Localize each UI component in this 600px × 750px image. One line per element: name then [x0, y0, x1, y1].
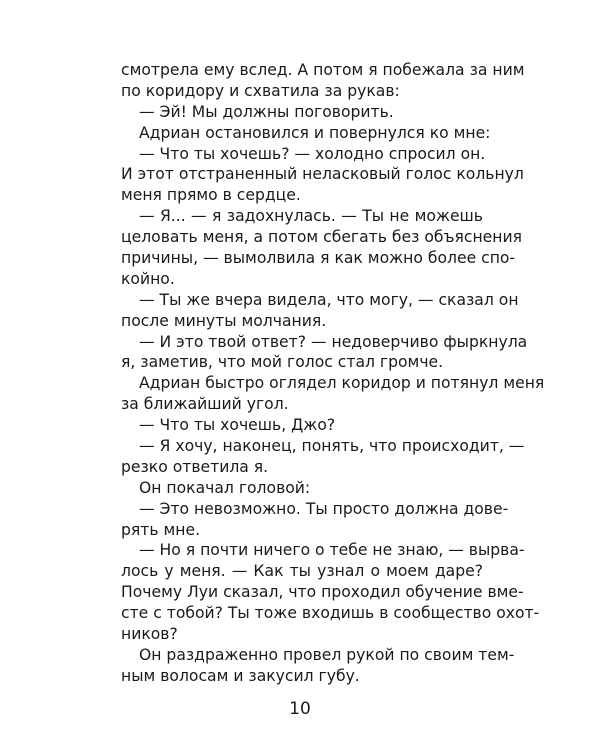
text-line: — Что ты хочешь, Джо? [139, 416, 336, 435]
text-line: — Ты же вчера видела, что могу, — сказал он [139, 290, 519, 309]
text-line: — Я... — я задохнулась. — Ты не можешь [139, 207, 483, 226]
text-line: — Эй! Мы должны поговорить. [139, 102, 394, 121]
text-line: резко ответила я. [121, 457, 269, 476]
page-text [121, 60, 545, 687]
text-line: Адриан остановился и повернулся ко мне: [139, 123, 491, 142]
text-line: причины, — вымолвила я как можно более спо- [121, 249, 516, 268]
text-line: Почему Луи сказал, что проходил обучение вме- [121, 583, 524, 602]
text-line: смотрела ему вслед. А потом я побежала за ним [121, 61, 525, 79]
text-line: — Но я почти ничего о тебе не знаю, — вырва- [139, 541, 525, 560]
text-line: Адриан быстро оглядел коридор и потянул меня [139, 374, 545, 393]
text-line: сте с тобой? Ты тоже входишь в сообщество охот- [121, 604, 540, 623]
text-line: после минуты молчания. [121, 311, 327, 330]
text-line: рять мне. [121, 520, 201, 539]
page-number: 10 [289, 699, 311, 719]
text-line: за ближайший угол. [121, 395, 289, 414]
text-line: ников? [121, 625, 178, 644]
text-line: И этот отстраненный неласковый голос кольнул [121, 165, 524, 184]
text-line: меня прямо в сердце. [121, 186, 301, 205]
text-line: Он покачал головой: [139, 478, 311, 497]
text-line: Он раздраженно провел рукой по своим тем- [139, 645, 515, 664]
text-line: по коридору и схватила за рукав: [121, 81, 400, 100]
text-line: я, заметив, что мой голос стал громче. [121, 353, 444, 372]
text-line: — Что ты хочешь? — холодно спросил он. [139, 144, 486, 163]
text-line: ным волосам и закусил губу. [121, 666, 360, 685]
text-line: — Я хочу, наконец, понять, что происходит, — [139, 437, 525, 456]
text-line: лось у меня. — Как ты узнал о моем даре? [121, 562, 483, 581]
text-line: — Это невозможно. Ты просто должна дове- [139, 499, 509, 518]
text-line: койно. [121, 269, 175, 288]
text-line: — И это твой ответ? — недоверчиво фыркнула [139, 332, 528, 351]
text-line: целовать меня, а потом сбегать без объяснения [121, 228, 522, 247]
